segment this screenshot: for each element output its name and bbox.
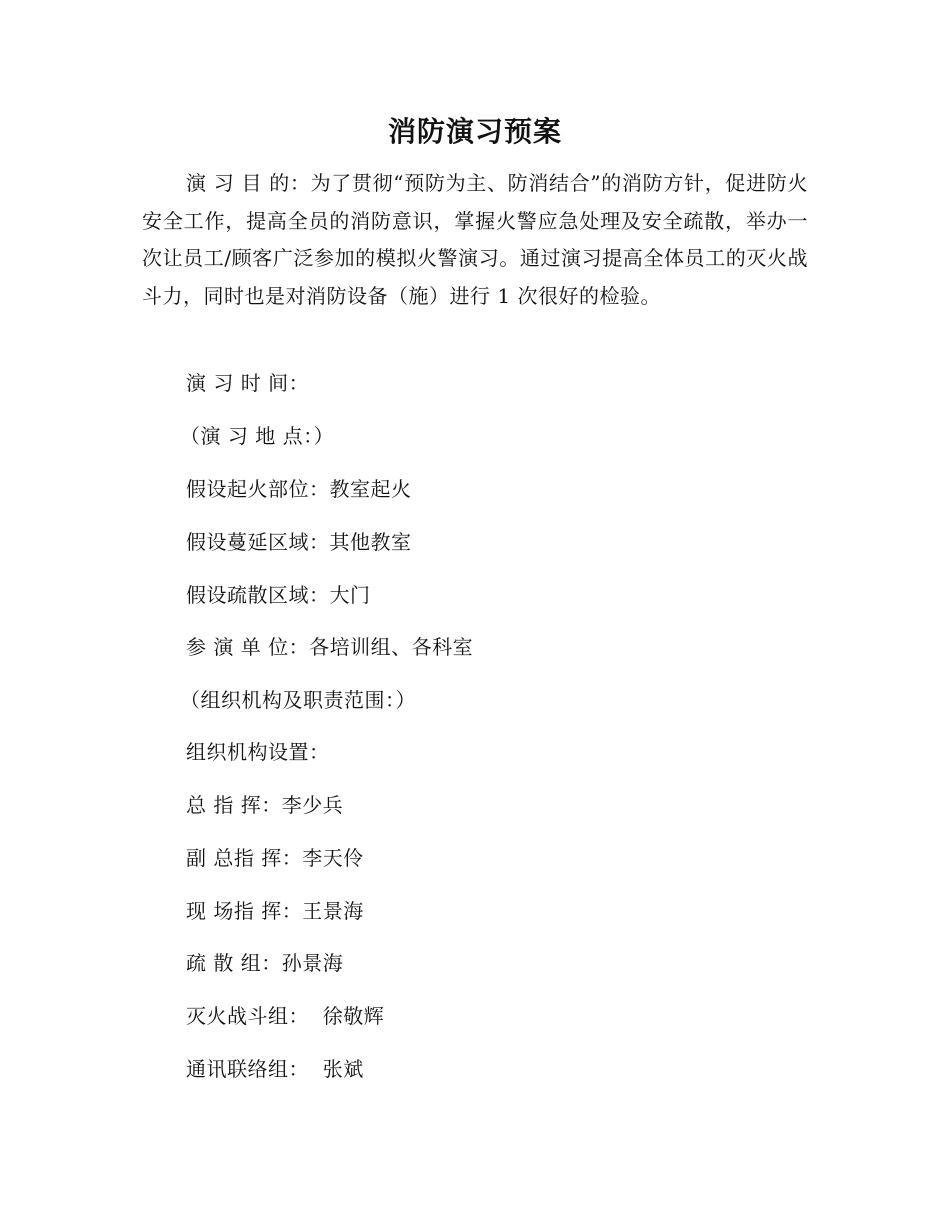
evacuation-team-line: 疏 散 组：孙景海 — [186, 951, 344, 975]
organization-setup-line: 组织机构设置： — [186, 740, 330, 764]
drill-time-line: 演 习 时 间： — [186, 371, 310, 395]
communication-team-line: 通讯联络组： 张斌 — [186, 1057, 364, 1081]
commander-line: 总 指 挥：李少兵 — [186, 793, 344, 817]
evacuation-area-line: 假设疏散区域：大门 — [186, 583, 371, 607]
site-commander-line: 现 场指 挥：王景海 — [186, 899, 364, 923]
intro-paragraph: 演 习 目 的：为了贯彻“预防为主、防消结合”的消防方针，促进防火安全工作，提高全员的消防意识，掌握火警应急处理及安全疏散，举办一次让员工/顾客广泛参加的模拟火警演习。通过演习提高全体员工的灭火战斗力，同时也是对消防设备（施）进行 1 次很好的检验。 — [142, 171, 808, 308]
deputy-commander-line: 副 总指 挥：李天伶 — [186, 846, 364, 870]
organization-heading: （组织机构及职责范围：） — [180, 688, 416, 712]
participating-units-line: 参 演 单 位：各培训组、各科室 — [186, 635, 474, 659]
firefighting-team-line: 灭火战斗组： 徐敬辉 — [186, 1004, 385, 1028]
spread-area-line: 假设蔓延区域：其他教室 — [186, 530, 412, 554]
fire-origin-line: 假设起火部位：教室起火 — [186, 477, 412, 501]
drill-location-line: （演 习 地 点：） — [180, 424, 335, 448]
document-title: 消防演习预案 — [387, 115, 562, 148]
